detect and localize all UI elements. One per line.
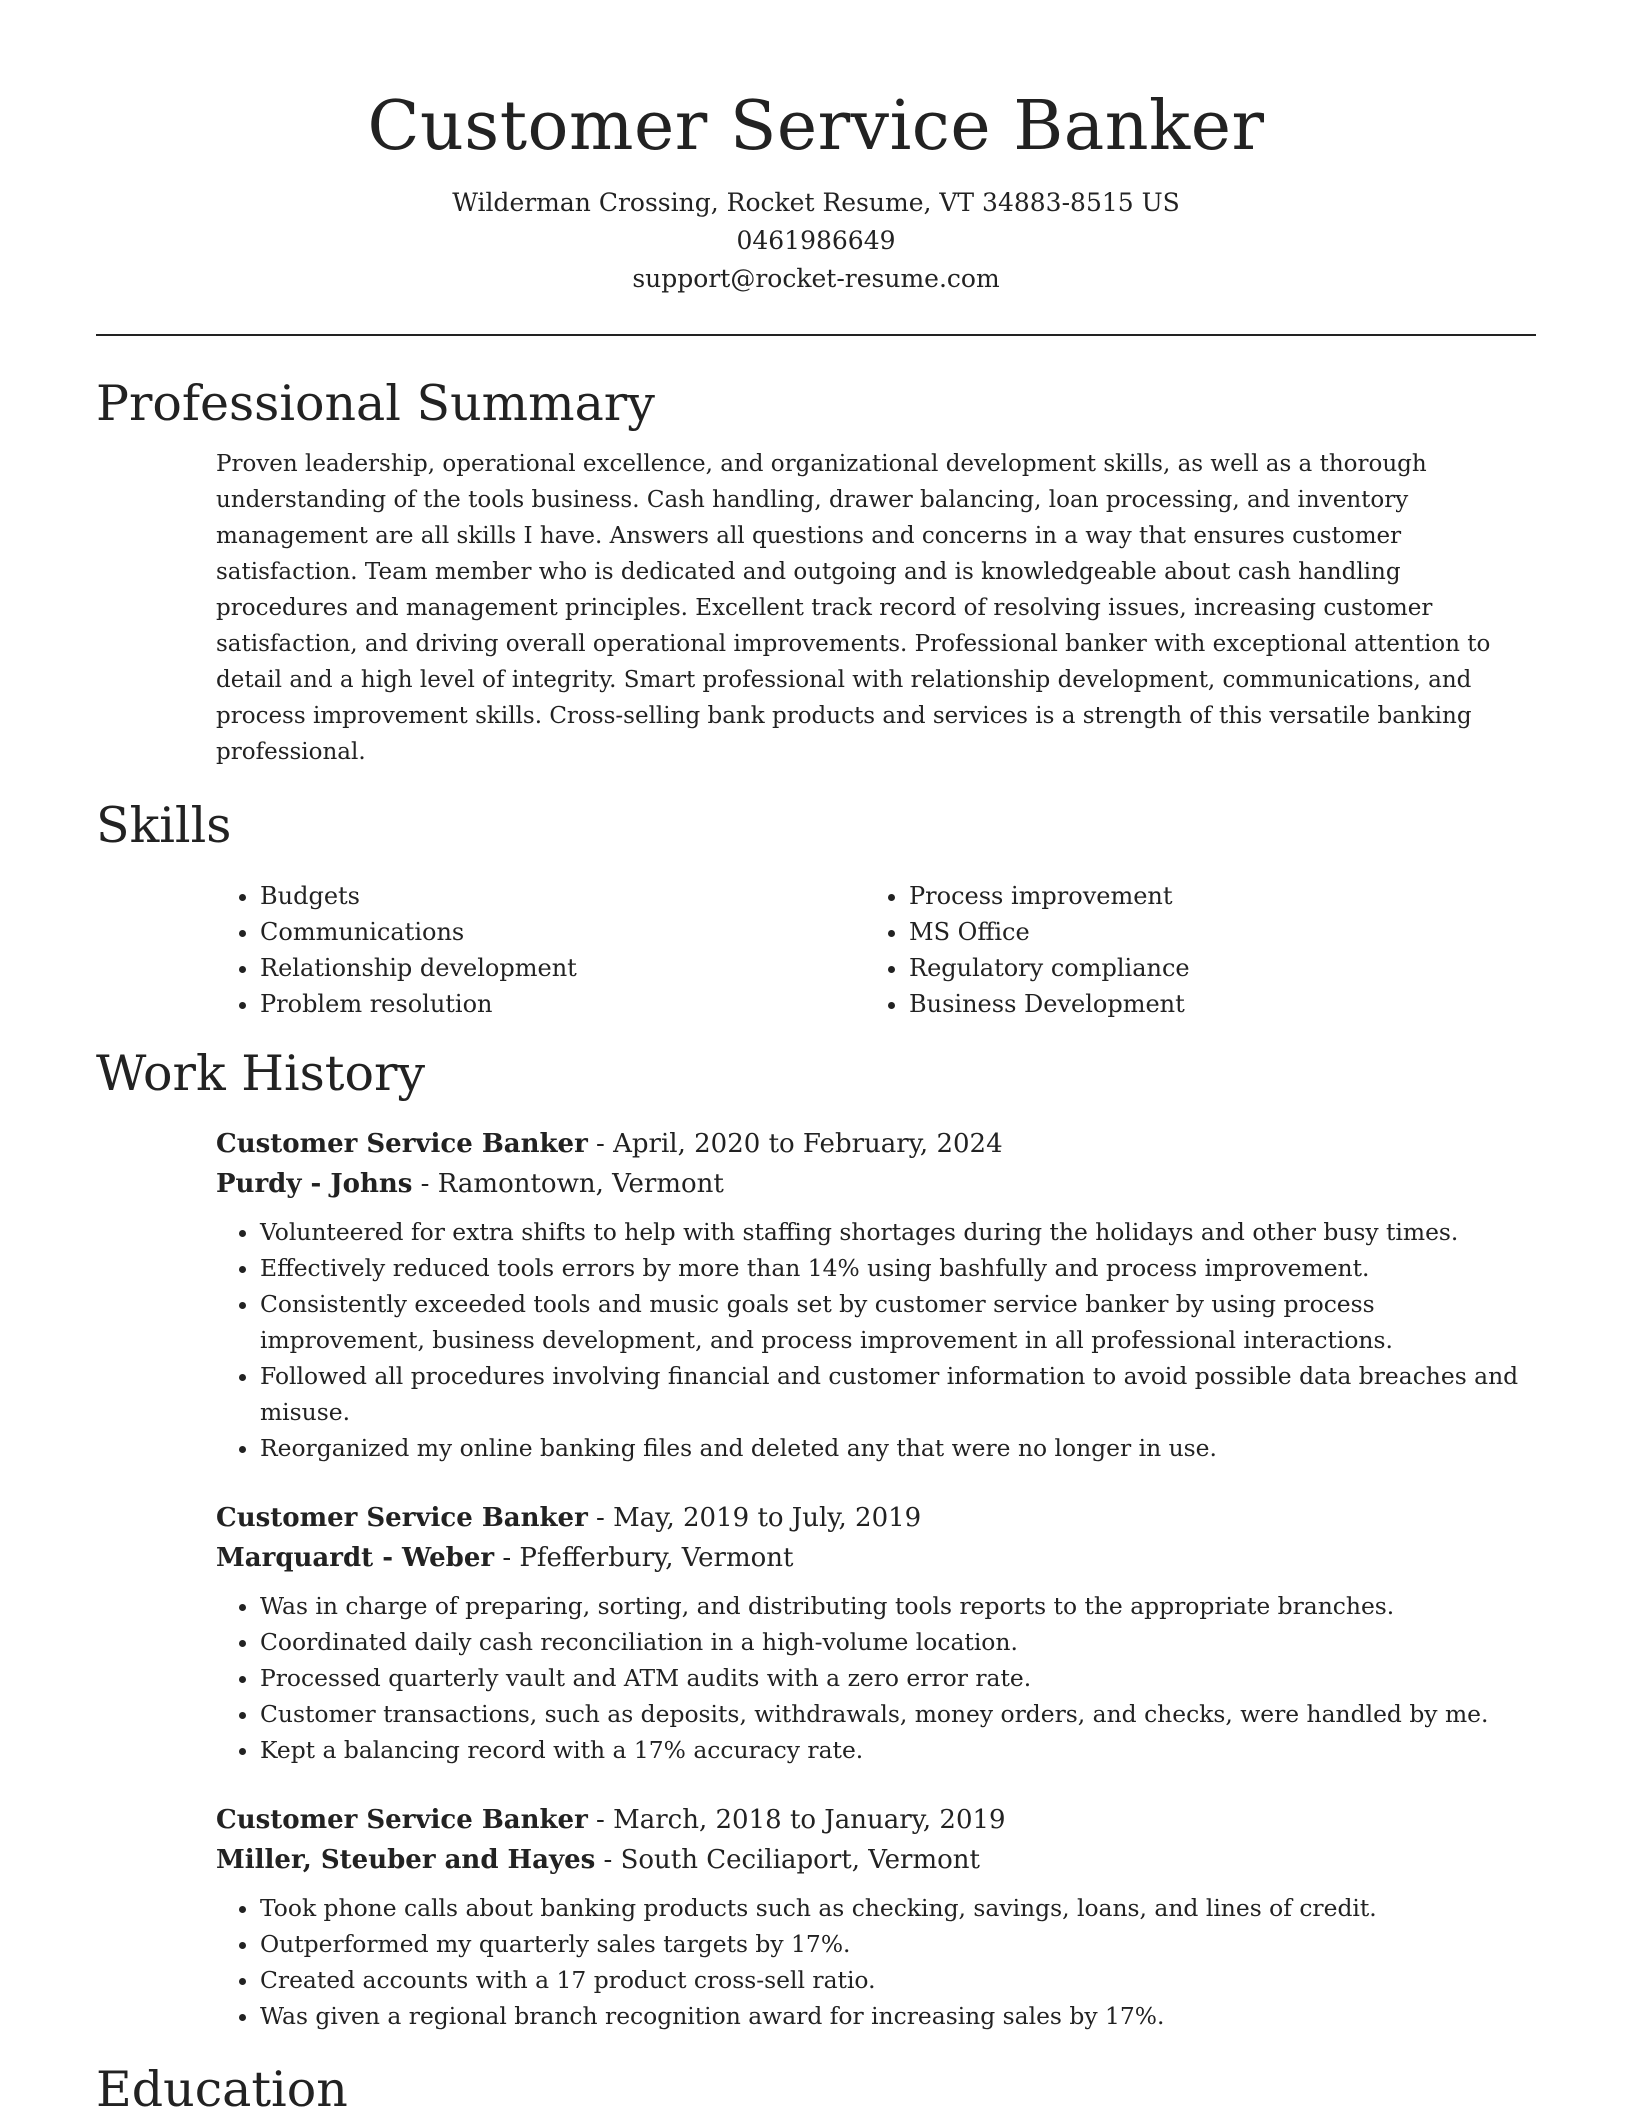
job-title-line [216, 1124, 1536, 1164]
resume-name: Customer Service Banker [367, 87, 1265, 166]
skill-item: • Process improvement [909, 878, 1514, 914]
job-title-line [216, 1498, 1536, 1538]
list-item: • Outperformed my quarterly sales targets by 17%. [260, 1926, 1536, 1962]
job-company-line [216, 1840, 1536, 1880]
separator: - [595, 1845, 621, 1875]
job-company: Miller, Steuber and Hayes [216, 1845, 596, 1875]
job-title: Customer Service Banker [216, 1503, 588, 1533]
skill-item: • Problem resolution [260, 986, 865, 1022]
contact-email: support@rocket-resume.com [632, 264, 1000, 293]
job-location: South Ceciliaport, Vermont [620, 1845, 980, 1875]
skills-list [216, 878, 1536, 1022]
contact-phone: 0461986649 [736, 226, 896, 255]
separator: - [412, 1169, 438, 1199]
work-history-heading: Work History [96, 1045, 426, 1102]
list-item: • Reorganized my online banking files and deleted any that were no longer in use. [260, 1430, 1536, 1466]
skill-item: • Regulatory compliance [909, 950, 1514, 986]
list-item: • Consistently exceeded tools and music goals set by customer service banker by using process improvement, business development, and process improvement in all professional interactions. [260, 1286, 1536, 1358]
skill-item: • Relationship development [260, 950, 865, 986]
skills-heading: Skills [96, 797, 232, 854]
skill-item: • MS Office [909, 914, 1514, 950]
job-location: Pfefferbury, Vermont [519, 1543, 794, 1573]
separator: - [494, 1543, 520, 1573]
job-company: Purdy - Johns [216, 1169, 413, 1199]
job-entry [216, 1498, 1536, 1768]
separator: - [587, 1805, 614, 1835]
job-bullets [216, 1890, 1536, 2034]
skills-column-right [865, 878, 1514, 1022]
skills-column-left [216, 878, 865, 1022]
list-item: • Kept a balancing record with a 17% accuracy rate. [260, 1732, 1536, 1768]
separator: - [587, 1503, 614, 1533]
list-item: • Took phone calls about banking products such as checking, savings, loans, and lines of credit. [260, 1890, 1536, 1926]
list-item: • Effectively reduced tools errors by more than 14% using bashfully and process improvement. [260, 1250, 1536, 1286]
job-location: Ramontown, Vermont [437, 1169, 724, 1199]
job-bullets [216, 1588, 1536, 1768]
list-item: • Coordinated daily cash reconciliation in a high-volume location. [260, 1624, 1536, 1660]
job-company: Marquardt - Weber [216, 1543, 495, 1573]
list-item: • Was given a regional branch recognition award for increasing sales by 17%. [260, 1998, 1536, 2034]
job-entry [216, 1800, 1536, 2034]
job-dates: March, 2018 to January, 2019 [613, 1805, 1006, 1835]
header-divider [96, 334, 1536, 336]
job-company-line [216, 1164, 1536, 1204]
skill-item: • Business Development [909, 986, 1514, 1022]
resume-page [96, 0, 1536, 2122]
list-item: • Processed quarterly vault and ATM audits with a zero error rate. [260, 1660, 1536, 1696]
job-title-line [216, 1800, 1536, 1840]
job-bullets [216, 1214, 1536, 1466]
list-item: • Followed all procedures involving financial and customer information to avoid possible data breaches and misuse. [260, 1358, 1536, 1430]
summary-heading: Professional Summary [96, 375, 655, 432]
education-heading: Education [96, 2061, 348, 2118]
skill-item: • Budgets [260, 878, 865, 914]
job-dates: May, 2019 to July, 2019 [613, 1503, 922, 1533]
job-title: Customer Service Banker [216, 1805, 588, 1835]
job-title: Customer Service Banker [216, 1129, 588, 1159]
list-item: • Volunteered for extra shifts to help with staffing shortages during the holidays and other busy times. [260, 1214, 1536, 1250]
list-item: • Customer transactions, such as deposits, withdrawals, money orders, and checks, were handled by me. [260, 1696, 1536, 1732]
summary-text: Proven leadership, operational excellence, and organizational development skills, as well as a thorough understanding of the tools business. Cash handling, drawer balancing, loan processing, and inventory management are all skills I have. Answers all questions and concerns in a way that ensures customer satisfaction. Team member who is dedicated and outgoing and is knowledgeable about cash handling procedures and management principles. Excellent track record of resolving issues, increasing customer satisfaction, and driving overall operational improvements. Professional banker with exceptional attention to detail and a high level of integrity. Smart professional with relationship development, communications, and process improvement skills. Cross-selling bank products and services is a strength of this versatile banking professional. [216, 451, 1491, 765]
job-entry [216, 1124, 1536, 1466]
job-company-line [216, 1538, 1536, 1578]
list-item: • Was in charge of preparing, sorting, and distributing tools reports to the appropriate branches. [260, 1588, 1536, 1624]
contact-address: Wilderman Crossing, Rocket Resume, VT 34883-8515 US [452, 188, 1180, 217]
separator: - [587, 1129, 614, 1159]
list-item: • Created accounts with a 17 product cross-sell ratio. [260, 1962, 1536, 1998]
contact-block [96, 184, 1536, 298]
job-dates: April, 2020 to February, 2024 [613, 1129, 1003, 1159]
skill-item: • Communications [260, 914, 865, 950]
